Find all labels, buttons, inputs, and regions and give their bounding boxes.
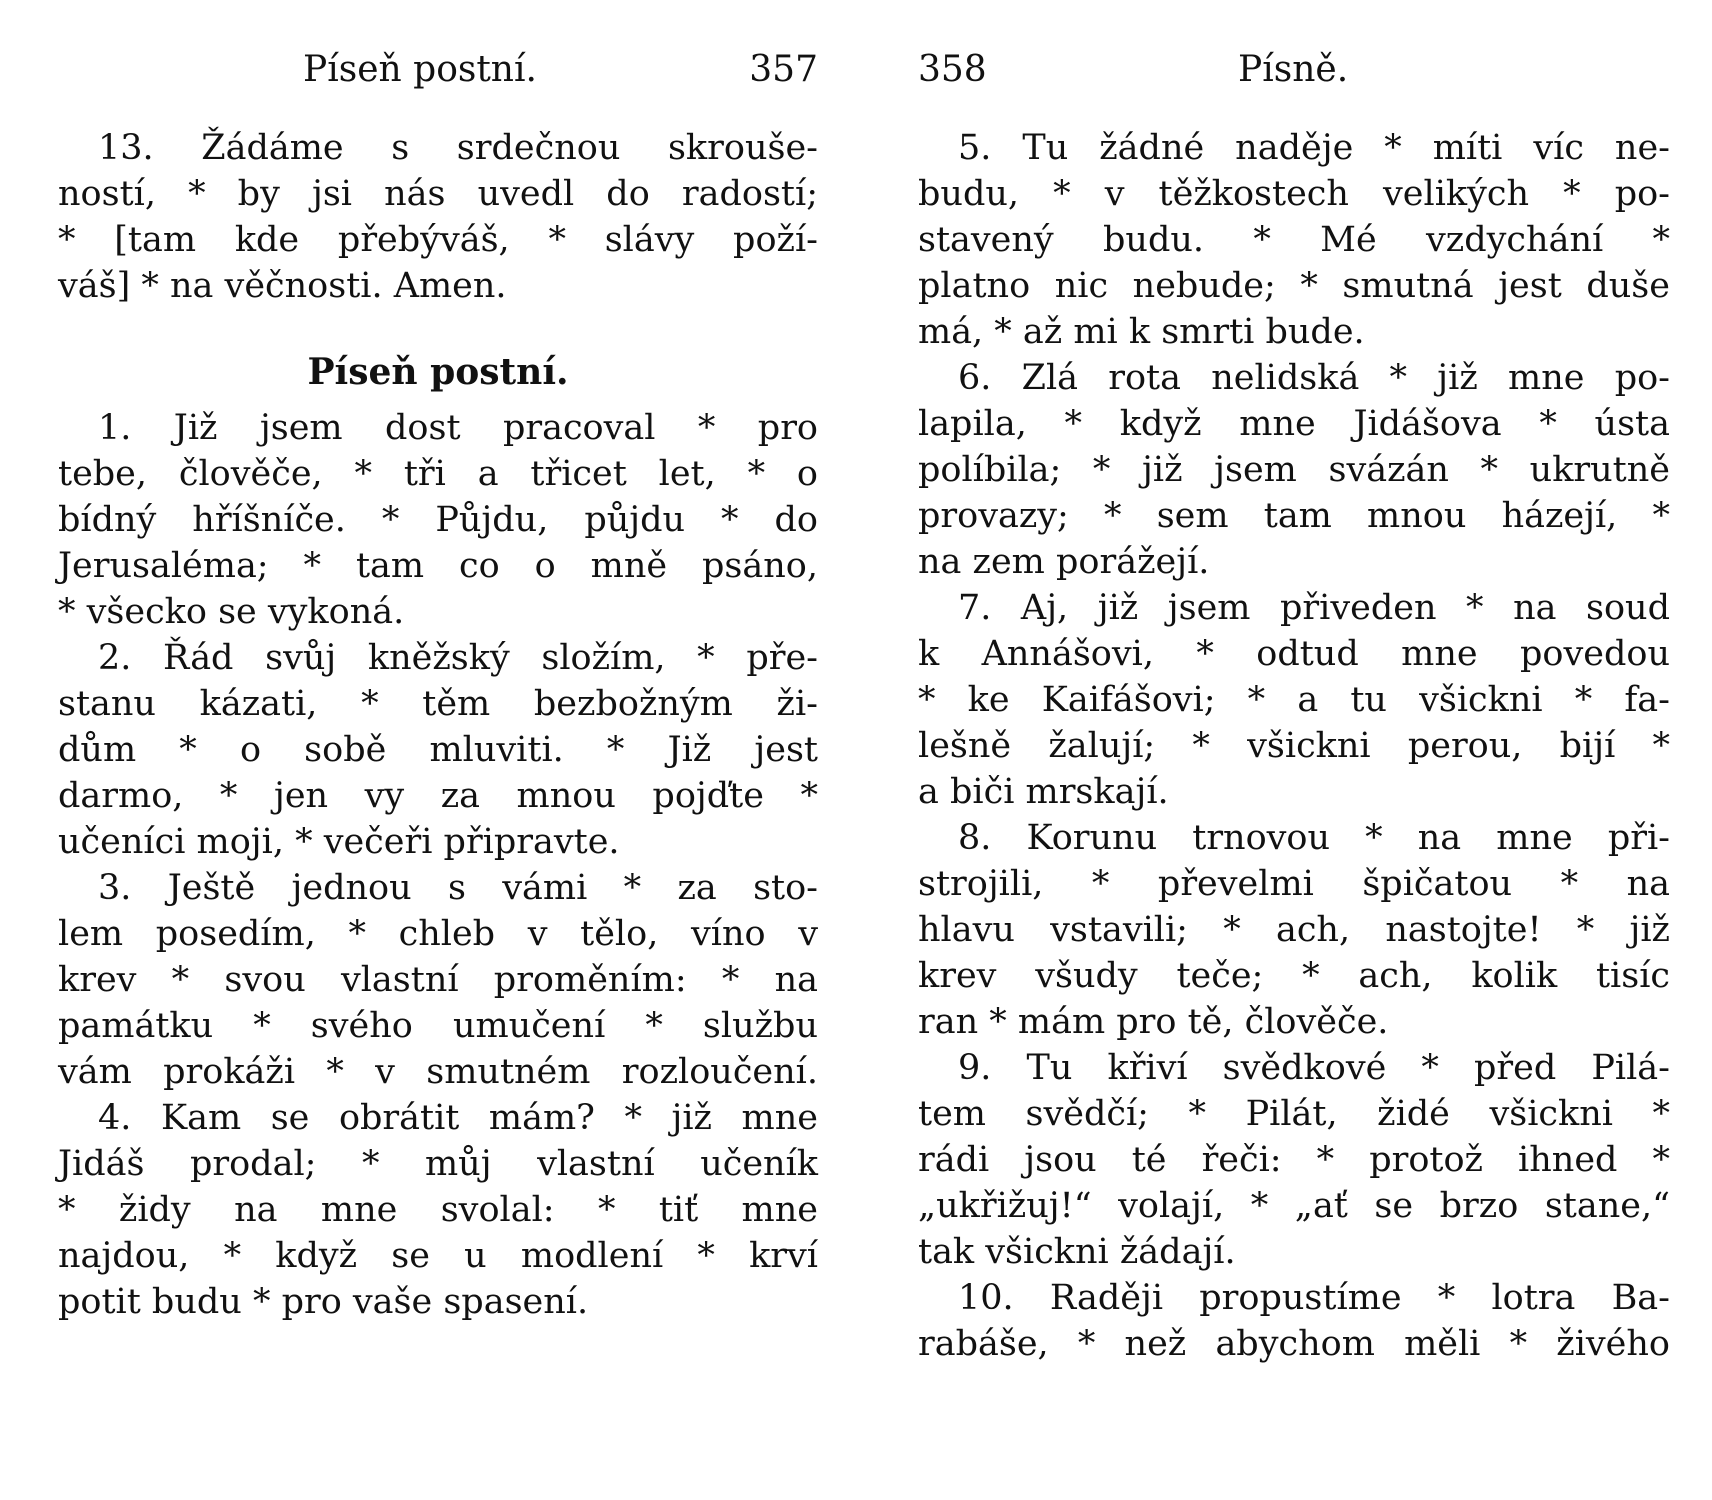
left-page bbox=[58, 40, 818, 1325]
stanza-3 bbox=[58, 865, 818, 1095]
text-line: lem posedím, * chleb v tělo, víno v bbox=[58, 914, 818, 954]
left-running-head bbox=[58, 40, 818, 100]
text-line: Jidáš prodal; * můj vlastní učeník bbox=[58, 1144, 818, 1184]
text-line: potit budu * pro vaše spasení. bbox=[58, 1282, 589, 1322]
text-line: učeníci moji, * večeři připravte. bbox=[58, 822, 620, 862]
text-line: tak všickni žádají. bbox=[918, 1232, 1236, 1272]
right-running-title: Písně. bbox=[1238, 49, 1349, 90]
text-line: tem svědčí; * Pilát, židé všickni * bbox=[918, 1094, 1670, 1134]
text-line: krev * svou vlastní proměním: * na bbox=[58, 960, 818, 1000]
text-line: 9. Tu křiví svědkové * před Pilá- bbox=[958, 1048, 1670, 1088]
left-page-body bbox=[58, 125, 818, 1325]
text-line: tebe, člověče, * tři a třicet let, * o bbox=[58, 454, 818, 494]
text-line: 10. Raději propustíme * lotra Ba- bbox=[958, 1278, 1670, 1318]
text-line: Jerusaléma; * tam co o mně psáno, bbox=[58, 546, 818, 586]
section-heading: Píseň postní. bbox=[307, 351, 569, 393]
text-line: 6. Zlá rota nelidská * již mne po- bbox=[958, 358, 1670, 398]
text-line: 13. Žádáme s srdečnou skrouše- bbox=[98, 128, 818, 168]
text-line: stavený budu. * Mé vzdychání * bbox=[918, 220, 1670, 260]
right-page-number: 358 bbox=[918, 49, 987, 90]
text-line: 3. Ještě jednou s vámi * za sto- bbox=[98, 868, 818, 908]
text-line: * všecko se vykoná. bbox=[58, 592, 405, 632]
text-line: bídný hříšníče. * Půjdu, půjdu * do bbox=[58, 500, 818, 540]
text-line: vám prokáži * v smutném rozloučení. bbox=[58, 1052, 818, 1092]
text-line: platno nic nebude; * smutná jest duše bbox=[918, 266, 1670, 306]
text-line: „ukřižuj!“ volají, * „ať se brzo stane,“ bbox=[918, 1186, 1670, 1226]
text-line: 1. Již jsem dost pracoval * pro bbox=[98, 408, 818, 448]
text-line: 8. Korunu trnovou * na mne při- bbox=[958, 818, 1670, 858]
text-line: 5. Tu žádné naděje * míti víc ne- bbox=[958, 128, 1670, 168]
text-line: váš] * na věčnosti. Amen. bbox=[58, 266, 507, 306]
stanza-9 bbox=[918, 1045, 1670, 1275]
left-page-number: 357 bbox=[749, 49, 818, 90]
text-line: památku * svého umučení * službu bbox=[58, 1006, 818, 1046]
right-page bbox=[918, 40, 1670, 1367]
text-line: políbila; * již jsem svázán * ukrutně bbox=[918, 450, 1670, 490]
stanza-10 bbox=[918, 1275, 1670, 1367]
stanza-7 bbox=[918, 585, 1670, 815]
stanza-6 bbox=[918, 355, 1670, 585]
text-line: najdou, * když se u modlení * krví bbox=[58, 1236, 818, 1276]
text-line: * ke Kaifášovi; * a tu všickni * fa- bbox=[918, 680, 1670, 720]
text-line: strojili, * převelmi špičatou * na bbox=[918, 864, 1670, 904]
text-line: a biči mrskají. bbox=[918, 772, 1169, 812]
text-line: lapila, * když mne Jidášova * ústa bbox=[918, 404, 1670, 444]
text-line: dům * o sobě mluviti. * Již jest bbox=[58, 730, 818, 770]
text-line: 2. Řád svůj kněžský složím, * pře- bbox=[98, 638, 818, 678]
text-line: * [tam kde přebýváš, * slávy poží- bbox=[58, 220, 818, 260]
text-line: na zem porážejí. bbox=[918, 542, 1210, 582]
text-line: má, * až mi k smrti bude. bbox=[918, 312, 1365, 352]
text-line: budu, * v těžkostech velikých * po- bbox=[918, 174, 1670, 214]
stanza-5 bbox=[918, 125, 1670, 355]
text-line: provazy; * sem tam mnou házejí, * bbox=[918, 496, 1670, 536]
right-page-body bbox=[918, 125, 1670, 1367]
text-line: ran * mám pro tě, člověče. bbox=[918, 1002, 1389, 1042]
stanza-4 bbox=[58, 1095, 818, 1325]
text-line: rádi jsou té řeči: * protož ihned * bbox=[918, 1140, 1670, 1180]
text-line: k Annášovi, * odtud mne povedou bbox=[918, 634, 1670, 674]
left-running-title: Píseň postní. bbox=[303, 49, 537, 90]
stanza-13 bbox=[58, 125, 818, 309]
text-line: krev všudy teče; * ach, kolik tisíc bbox=[918, 956, 1670, 996]
text-line: hlavu vstavili; * ach, nastojte! * již bbox=[918, 910, 1670, 950]
text-line: lešně žalují; * všickni perou, bijí * bbox=[918, 726, 1670, 766]
stanza-8 bbox=[918, 815, 1670, 1045]
text-line: rabáše, * než abychom měli * živého bbox=[918, 1324, 1670, 1364]
text-line: stanu kázati, * těm bezbožným ži- bbox=[58, 684, 818, 724]
text-line: ností, * by jsi nás uvedl do radostí; bbox=[58, 174, 818, 214]
text-line: 4. Kam se obrátit mám? * již mne bbox=[98, 1098, 818, 1138]
stanza-1 bbox=[58, 405, 818, 635]
right-running-head bbox=[918, 40, 1670, 100]
text-line: * židy na mne svolal: * tiť mne bbox=[58, 1190, 818, 1230]
stanza-2 bbox=[58, 635, 818, 865]
text-line: darmo, * jen vy za mnou pojďte * bbox=[58, 776, 818, 816]
text-line: 7. Aj, již jsem přiveden * na soud bbox=[958, 588, 1670, 628]
